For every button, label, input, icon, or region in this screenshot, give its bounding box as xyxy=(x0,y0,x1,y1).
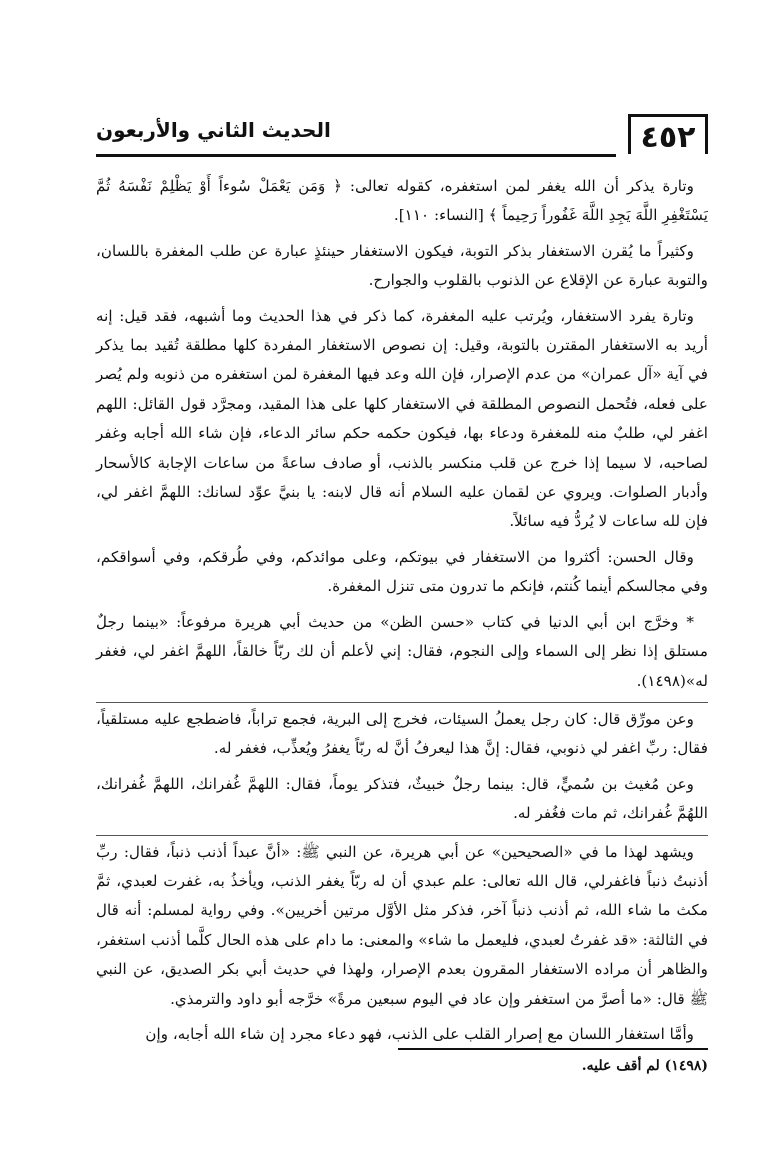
paragraph-ibn-abi-dunya: * وخرَّج ابن أبي الدنيا في كتاب «حسن الظن» من حديث أبي هريرة مرفوعاً: «بينما رجلٌ مستلق إذا نظر إلى السماء وإلى النجوم، فقال: إني لأعلم أن لك ربّاً خالقاً، اللهمَّ اغفر لي، فغفر له»(١٤٩٨). xyxy=(96,612,708,690)
paragraph-hasan: وقال الحسن: أكثروا من الاستغفار في بيوتكم، وعلى موائدكم، وفي طُرقكم، وفي أسواقكم، وفي مجالسكم أينما كُنتم، فإنكم ما تدرون متى تنزل المغفرة. xyxy=(96,547,708,596)
body-text xyxy=(96,172,708,1055)
paragraph-isolated-istighfar: وتارة يفرد الاستغفار، ويُرتب عليه المغفرة، كما ذكر في هذا الحديث وما أشبهه، فقد قيل: إنه أريد به الاستغفار المقترن بالتوبة، وقيل: إن نصوص الاستغفار المفردة كلها مطلقة تُقيد بما يذكر في آية «آل عمران» من عدم الإصرار، فإن الله وعد فيها المغفرة لمن استغفره من ذنوبه ولم يُصر على فعله، فتُحمل النصوص المطلقة في الاستغفار كلها على هذا المقيد، ومجرَّد قول القائل: اللهم اغفر لي، طلبٌ منه للمغفرة ودعاء بها، فيكون حكمه حكم سائر الدعاء، فإن شاء الله أجابه وغفر لصاحبه، لا سيما إذا خرج عن قلب منكسر بالذنب، أو صادف ساعةً من ساعات الإجابة كالأسحار وأدبار الصلوات. ويروي عن لقمان عليه السلام أنه قال لابنه: يا بنيَّ عوِّد لسانك: اللهمَّ اغفر لي، فإن لله ساعات لا يُردُّ فيه سائلاً. xyxy=(96,306,708,531)
paragraph-quran-verse: وتارة يذكر أن الله يغفر لمن استغفره، كقوله تعالى: ﴿ وَمَن يَعْمَلْ سُوءاً أَوْ يَظْلِمْ نَفْسَهُ ثُمَّ يَسْتَغْفِرِ اللَّهَ يَجِدِ اللَّهَ غَفُوراً رَحِيماً ﴾ [النساء: ١١٠]. xyxy=(96,177,708,225)
footnote: (١٤٩٨) لم أقف عليه. xyxy=(581,1058,708,1074)
page-number: ٤٥٢ xyxy=(628,114,708,154)
chapter-title: الحديث الثاني والأربعون xyxy=(96,118,331,142)
header-rule xyxy=(96,154,616,157)
footnote-rule xyxy=(398,1048,708,1050)
page-header xyxy=(96,112,708,160)
paragraph-sahihayn: ويشهد لهذا ما في «الصحيحين» عن أبي هريرة، عن النبي ﷺ: «أنَّ عبداً أذنب ذنباً، فقال: ربِّ أذنبتُ ذنباً فاغفرلي، قال الله تعالى: علم عبدي أن له ربّاً يغفر الذنب، ويأخذُ به، غفرت لعبدي، ثمَّ مكث ما شاء الله، ثم أذنب ذنباً آخر، فذكر مثل الأوَّل مرتين أخريين». وفي رواية لمسلم: أنه قال في الثالثة: «قد غفرتُ لعبدي، فليعمل ما شاء» والمعنى: ما دام على هذه الحال كلَّما أذنب استغفر، والظاهر أن مراده الاستغفار المقرون بعدم الإصرار، ولهذا في حديث أبي بكر الصديق، عن النبي ﷺ قال: «ما أصرَّ من استغفر وإن عاد في اليوم سبعين مرةً» خرَّجه أبو داود والترمذي. xyxy=(96,835,708,1014)
paragraph-repentance: وكثيراً ما يُقرن الاستغفار بذكر التوبة، فيكون الاستغفار حينئذٍ عبارة عن طلب المغفرة باللسان، والتوبة عبارة عن الإقلاع عن الذنوب بالقلوب والجوارح. xyxy=(96,241,708,290)
paragraph-mughith: وعن مُغيث بن سُميٍّ، قال: بينما رجلٌ خبيثٌ، فتذكر يوماً، فقال: اللهمَّ غُفرانك، اللهمَّ غُفرانك، اللهُمَّ غُفرانك، ثم مات فغُفر له. xyxy=(96,774,708,823)
paragraph-muwarriq: وعن مورِّق قال: كان رجل يعملُ السيئات، فخرج إلى البرية، فجمع تراباً، فاضطجع عليه مستلقياً، فقال: ربِّ اغفر لي ذنوبي، فقال: إنَّ هذا ليعرفُ أنَّ له ربّاً يغفرُ ويُعذِّب، فغفر له. xyxy=(96,702,708,764)
paragraph-tongue-istighfar: وأمَّا استغفار اللسان مع إصرار القلب على الذنب، فهو دعاء مجرد إن شاء الله أجابه، وإن xyxy=(145,1024,694,1043)
